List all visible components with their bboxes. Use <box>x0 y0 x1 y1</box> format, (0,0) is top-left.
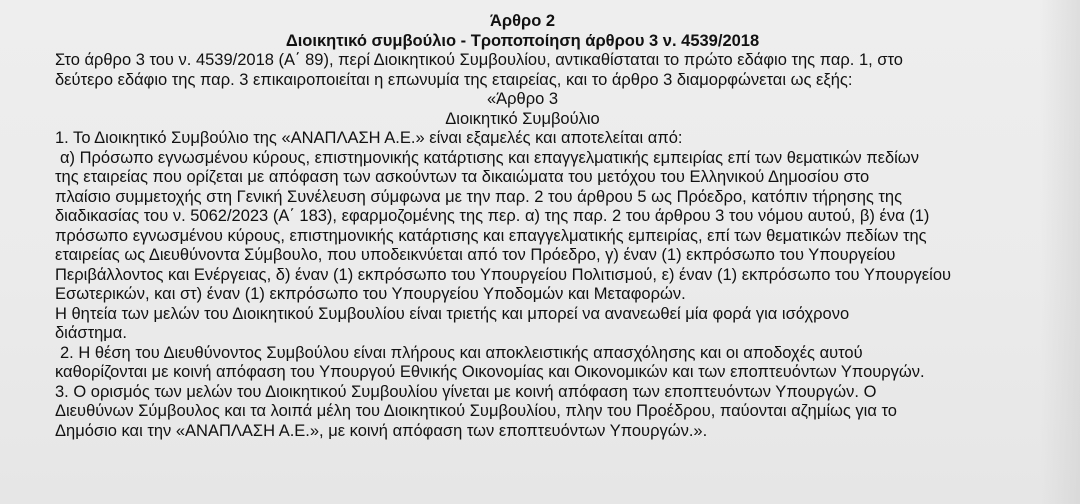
paragraph-1a-line-4: διαδικασίας του ν. 5062/2023 (Α΄ 183), εφαρμοζομένης της περ. α) της παρ. 2 του άρθρου 3 του νόμου αυτού, β) ένα (1) <box>55 207 930 225</box>
paragraph-3-line-3: Δημόσιο και την «ΑΝΑΠΛΑΣΗ Α.Ε.», με κοινή απόφαση των εποπτευόντων Υπουργών.». <box>55 421 708 440</box>
paragraph-1-line-1: 1. Το Διοικητικό Συμβούλιο της «ΑΝΑΠΛΑΣΗ Α.Ε.» είναι εξαμελές και αποτελείται από: <box>55 129 683 147</box>
intro-line-1: Στο άρθρο 3 του ν. 4539/2018 (Α΄ 89), περί Διοικητικού Συμβουλίου, αντικαθίσταται το πρώτο εδάφιο της παρ. 1, στο <box>55 51 903 69</box>
paragraph-2-line-2: καθορίζονται με κοινή απόφαση του Υπουργού Εθνικής Οικονομίας και Οικονομικών και των εποπτευόντων Υπουργών. <box>55 363 925 381</box>
term-line-1: Η θητεία των μελών του Διοικητικού Συμβουλίου είναι τριετής και μπορεί να ανανεωθεί μία φορά για ισόχρονο <box>55 304 850 323</box>
paragraph-1a-line-5: πρόσωπο εγνωσμένου κύρους, επιστημονικής κατάρτισης και επαγγελματικής εμπειρίας, επί των θεματικών πεδίων της <box>55 226 927 245</box>
paragraph-2-line-1: 2. Η θέση του Διευθύνοντος Συμβούλου είναι πλήρους και αποκλειστικής απασχόλησης και οι αποδοχές αυτού <box>60 343 863 362</box>
paragraph-1a-line-2: της εταιρείας που ορίζεται με απόφαση των ασκούντων τα δικαιώματα του μετόχου του Ελληνικού Δημοσίου στο <box>55 168 870 186</box>
paragraph-1a-line-3: πλαίσιο συμμετοχής στη Γενική Συνέλευση σύμφωνα με την παρ. 2 του άρθρου 5 ως Πρόεδρο, κατόπιν τήρησης της <box>55 187 903 206</box>
paragraph-3-line-1: 3. Ο ορισμός των μελών του Διοικητικού Συμβουλίου γίνεται με κοινή απόφαση των εποπτευόντων Υπουργών. Ο <box>55 382 877 401</box>
inner-article-heading: «Άρθρο 3 <box>486 90 559 108</box>
article-subheading: Διοικητικό συμβούλιο - Τροποποίηση άρθρου 3 ν. 4539/2018 <box>285 31 760 50</box>
paragraph-1a-line-7: Περιβάλλοντος και Ενέργειας, δ) έναν (1) εκπρόσωπο του Υπουργείου Πολιτισμού, ε) έναν (1) εκπρόσωπο του Υπουργείου <box>55 265 952 284</box>
intro-line-2: δεύτερο εδάφιο της παρ. 3 επικαιροποιείται η επωνυμία της εταιρείας, και το άρθρο 3 διαμορφώνεται ως εξής: <box>55 70 853 89</box>
inner-article-subheading: Διοικητικό Συμβούλιο <box>445 109 600 128</box>
term-line-2: διάστημα. <box>55 324 127 342</box>
article-heading: Άρθρο 2 <box>489 12 556 30</box>
paragraph-3-line-2: Διευθύνων Σύμβουλος και τα λοιπά μέλη του Διοικητικού Συμβουλίου, πλην του Προέδρου, παύονται αζημίως για το <box>55 402 897 420</box>
paragraph-1a-line-6: εταιρείας ως Διευθύνοντα Σύμβουλο, που υποδεικνύεται από τον Πρόεδρο, γ) έναν (1) εκπρόσωπο του Υπουργείου <box>55 246 896 264</box>
article-text <box>55 12 1075 441</box>
paragraph-1a-line-8: Εσωτερικών, και στ) έναν (1) εκπρόσωπο του Υπουργείου Υποδομών και Μεταφορών. <box>55 285 686 303</box>
paragraph-1a-line-1: α) Πρόσωπο εγνωσμένου κύρους, επιστημονικής κατάρτισης και επαγγελματικής εμπειρίας επί των θεματικών πεδίων <box>60 148 919 167</box>
